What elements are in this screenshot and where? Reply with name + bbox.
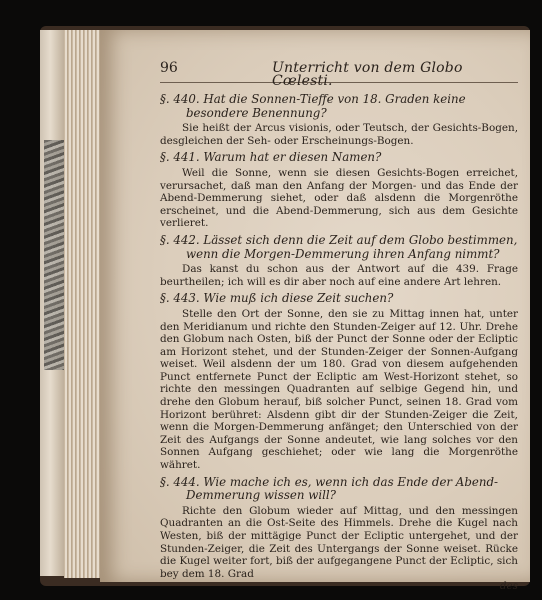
section-444 xyxy=(160,476,518,581)
question-442: §. 442. Lässet sich denn die Zeit auf dem Globo bestimmen, wenn die Morgen-Demmerung ihren Anfang nimmt? xyxy=(160,232,518,261)
question-444: §. 444. Wie mache ich es, wenn ich das Ende der Abend-Demmerung wissen will? xyxy=(160,474,498,503)
section-440 xyxy=(160,93,518,147)
section-441 xyxy=(160,151,518,230)
page-edges xyxy=(64,30,104,578)
answer-440: Sie heißt der Arcus visionis, oder Teutsch, der Gesichts-Bogen, desgleichen der Seh- oder Erscheinungs-Bogen. xyxy=(160,122,518,147)
answer-443: Stelle den Ort der Sonne, den sie zu Mittag innen hat, unter den Meridianum und richte den Stunden-Zeiger auf 12. Uhr. Drehe den Globum nach Osten, biß der Punct der Sonne oder der Ecliptic am Horizont stehet, und der Stunden-Zeiger der Sonnen-Aufgang weiset. Weil alsdenn der um 180. Grad von diesem aufgehenden Punct entfernete Punct der Ecliptic am West-Horizont stehet, so richte den messingen Quadranten auf selbige Gegend hin, und drehe den Globum herauf, biß solcher Punct, seinen 18. Grad vom Horizont berühret: Alsdenn gibt dir der Stunden-Zeiger die Zeit, wenn die Morgen-Demmerung anfänget; den Unterschied von der Zeit des Aufgangs der Sonne andeutet, wie lang solches vor den Sonnen Aufgang geschiehet; oder wie lang die Morgenröthe währet. xyxy=(160,307,518,472)
page-text-block xyxy=(160,62,518,593)
section-442 xyxy=(160,234,518,288)
section-443 xyxy=(160,292,518,471)
marbled-endpaper xyxy=(44,140,64,370)
question-443: §. 443. Wie muß ich diese Zeit suchen? xyxy=(160,291,394,306)
running-title: Unterricht von dem Globo Cœlesti. xyxy=(272,60,463,89)
question-440: §. 440. Hat die Sonnen-Tieffe von 18. Graden keine besondere Benennung? xyxy=(160,92,466,120)
book-page xyxy=(100,30,530,593)
catchword: des xyxy=(499,580,518,593)
question-441: §. 441. Warum hat er diesen Namen? xyxy=(160,150,382,165)
answer-442: Das kanst du schon aus der Antwort auf die 439. Frage beurtheilen; ich will es dir aber noch auf eine andere Art lehren. xyxy=(160,263,518,288)
answer-444: Richte den Globum wieder auf Mittag, und den messingen Quadranten an die Ost-Seite des Himmels. Drehe die Kugel nach Westen, biß der mittägige Punct der Ecliptic untergehet, und der Stunden-Zeiger, die Zeit des Untergangs der Sonne weiset. Rücke die Kugel weiter fort, biß der aufgegangene Punct der Ecliptic, sich bey dem 18. Grad xyxy=(160,504,518,580)
page-header xyxy=(160,60,518,89)
answer-441: Weil die Sonne, wenn sie diesen Gesichts-Bogen erreichet, verursachet, daß man den Anfang der Morgen- und das Ende der Abend-Demmerung siehet, oder daß alsdenn die Morgenröthe erscheinet, und die Abend-Demmerung, sich aus dem Gesichte verlieret. xyxy=(160,166,518,230)
page-number: 96 xyxy=(160,60,178,76)
